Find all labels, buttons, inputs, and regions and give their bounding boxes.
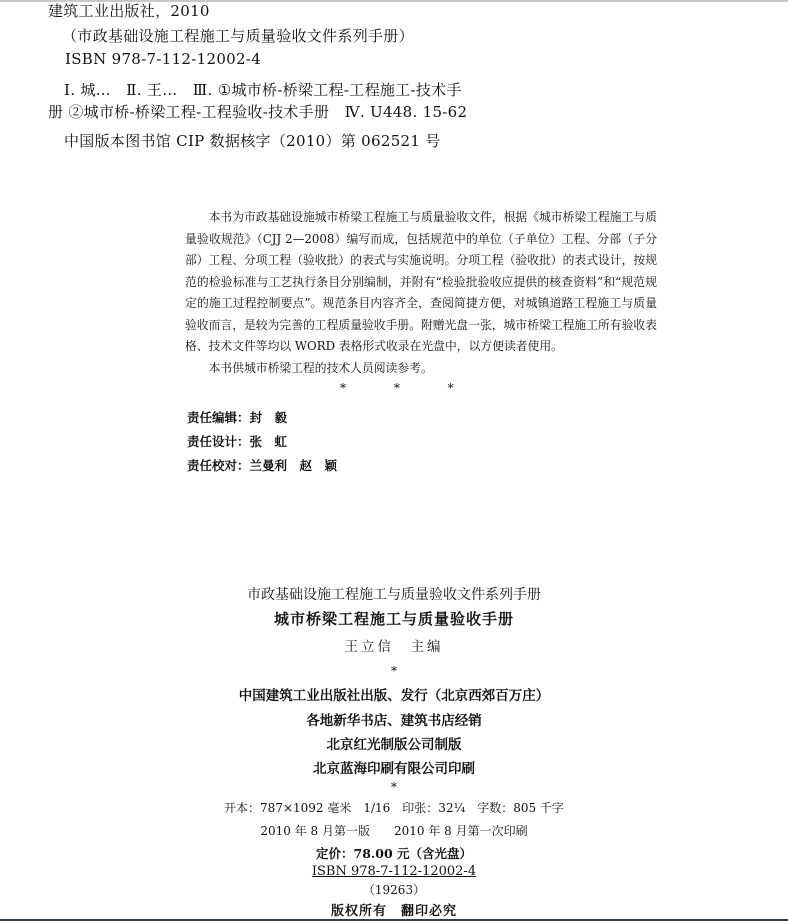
colophon-code: （19263） xyxy=(362,883,426,897)
colophon-specs: 开本：787×1092 毫米 1/16 印张：32¼ 字数：805 千字 xyxy=(224,801,564,815)
colophon-editor: 王立信 主编 xyxy=(344,639,444,655)
staff-names: 封 毅 xyxy=(249,410,288,425)
colophon-isbn: ISBN 978-7-112-12002-4 xyxy=(311,864,477,879)
colophon-price: 定价：78.00 元（含光盘） xyxy=(316,846,472,861)
cip-classification-line-2: 册 ②城市桥-桥梁工程-工程验收-技术手册 Ⅳ. U448. 15-62 xyxy=(48,103,468,121)
book-description xyxy=(185,207,657,379)
staff-editor xyxy=(187,408,287,426)
colophon-star: * xyxy=(391,664,397,678)
colophon-title: 城市桥梁工程施工与质量验收手册 xyxy=(273,610,514,628)
description-paragraph-2: 本书供城市桥梁工程的技术人员阅读参考。 xyxy=(208,360,433,375)
cip-classification-line-1: Ⅰ. 城… Ⅱ. 王… Ⅲ. ①城市桥-桥梁工程-工程施工-技术手 xyxy=(64,81,462,99)
colophon-edition: 2010 年 8 月第一版 2010 年 8 月第一次印刷 xyxy=(260,824,528,838)
staff-proofreader xyxy=(187,456,337,474)
staff-names: 兰曼利 赵 颖 xyxy=(249,458,338,473)
staff-role: 责任编辑： xyxy=(187,410,250,425)
colophon-distributor: 各地新华书店、建筑书店经销 xyxy=(306,713,482,729)
separator-star: * xyxy=(447,381,454,395)
colophon-publisher: 中国建筑工业出版社出版、发行（北京西郊百万庄） xyxy=(238,688,550,704)
separator-stars xyxy=(340,381,498,395)
separator-star: * xyxy=(393,381,400,395)
colophon-copyright: 版权所有 翻印必究 xyxy=(330,904,457,919)
cip-number-line: 中国版本图书馆 CIP 数据核字（2010）第 062521 号 xyxy=(64,132,441,150)
colophon-printer: 北京蓝海印刷有限公司印刷 xyxy=(313,761,475,777)
staff-names: 张 虹 xyxy=(249,434,288,449)
cip-isbn-line: ISBN 978-7-112-12002-4 xyxy=(65,50,262,68)
staff-role: 责任设计： xyxy=(187,434,250,449)
colophon-star: * xyxy=(391,780,397,794)
cip-publisher-line: 建筑工业出版社，2010 xyxy=(48,2,210,20)
colophon-typesetter: 北京红光制版公司制版 xyxy=(326,737,462,753)
colophon-series: 市政基础设施工程施工与质量验收文件系列手册 xyxy=(247,587,541,603)
staff-role: 责任校对： xyxy=(187,458,250,473)
separator-star: * xyxy=(340,381,346,395)
cip-series-line: （市政基础设施工程施工与质量验收文件系列手册） xyxy=(62,27,414,45)
staff-designer xyxy=(187,432,287,450)
description-paragraph-1: 本书为市政基础设施城市桥梁工程施工与质量验收文件，根据《城市桥梁工程施工与质量验收规范》（CJJ 2—2008）编写而成，包括规范中的单位（子单位）工程、分部（子分部）工程、分项工程（验收批）的表式与实施说明。分项工程（验收批）的表式设计，按规范的检验标准与工艺执行条目分别编制，并附有“检验批验收应提供的核查资料”和“规范规定的施工过程控制要点”。规范条目内容齐全，查阅简捷方便，对城镇道路工程施工与质量验收而言，是较为完善的工程质量验收手册。附赠光盘一张，城市桥梁工程施工所有验收表格、技术文件等均以 WORD 表格形式收录在光盘中，以方便读者使用。 xyxy=(185,210,657,353)
